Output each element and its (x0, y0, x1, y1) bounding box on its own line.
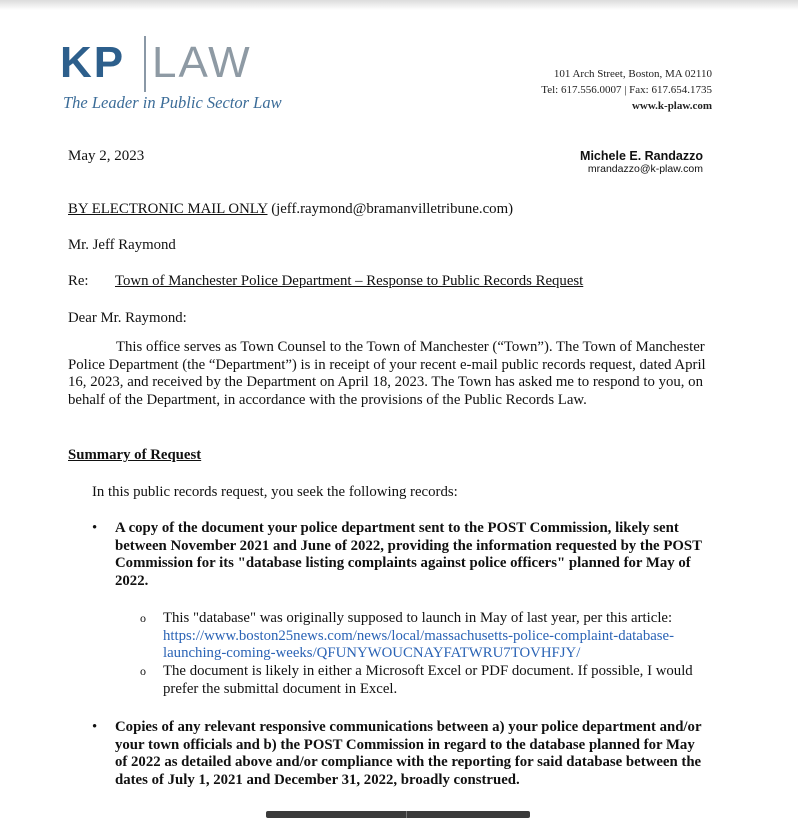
request-bullet-1 (92, 520, 702, 590)
summary-intro: In this public records request, you seek the following records: (92, 484, 458, 500)
street-address: 101 Arch Street, Boston, MA 02110 (553, 68, 712, 80)
re-label: Re: (68, 273, 89, 289)
circle-bullet-icon: o (140, 611, 146, 625)
logo-kp-text: KP (60, 38, 126, 87)
delivery-method: BY ELECTRONIC MAIL ONLY (68, 201, 268, 217)
logo-tagline: The Leader in Public Sector Law (63, 93, 282, 112)
recipient-name: Mr. Jeff Raymond (68, 237, 176, 253)
article-link[interactable]: https://www.boston25news.com/news/local/massachusetts-police-complaint-database-launching-coming-weeks/QFUNYWOUCNAYFATWRU7TOVHFJY/ (163, 627, 675, 662)
bullet-icon: • (92, 719, 98, 735)
sender-block (580, 149, 703, 175)
circle-bullet-icon: o (140, 664, 146, 678)
toolbar-divider (406, 811, 407, 818)
re-subject: Town of Manchester Police Department – Response to Public Records Request (115, 273, 584, 289)
sub-bullet-1-text: This "database" was originally supposed to launch in May of last year, per this article: (163, 610, 673, 626)
sender-email[interactable]: mrandazzo@k-plaw.com (587, 163, 703, 175)
sub-bullet-1 (140, 610, 700, 663)
phone-fax: Tel: 617.556.0007 | Fax: 617.654.1735 (541, 84, 712, 96)
sender-name: Michele E. Randazzo (580, 149, 703, 163)
bullet-2-text: Copies of any relevant responsive communications between a) your police department and/or your town officials and b) the POST Commission in regard to the database planned for May of 2022 as detailed above and/or compliance with the reporting for said database between the dates of July 1, 2021 and December 31, 2022, broadly construed. (115, 719, 702, 788)
website-link[interactable]: www.k-plaw.com (631, 100, 712, 112)
summary-heading (68, 447, 201, 464)
sub-bullet-2-text: The document is likely in either a Microsoft Excel or PDF document. If possible, I would prefer the submittal document in Excel. (163, 663, 693, 697)
logo-law-text: LAW (152, 38, 252, 87)
summary-heading-text: Summary of Request (68, 447, 202, 463)
viewer-top-shadow (0, 0, 798, 10)
bullet-1-text: A copy of the document your police department sent to the POST Commission, likely sent between November 2021 and June of 2022, providing the information requested by the POST Commission for its "database listing complaints against police officers" planned for May of 2022. (115, 520, 702, 589)
letterhead-address-block (541, 66, 712, 114)
letter-date: May 2, 2023 (68, 148, 145, 164)
salutation: Dear Mr. Raymond: (68, 310, 187, 326)
logo-divider (144, 36, 146, 92)
re-line (68, 273, 584, 290)
delivery-line (68, 201, 513, 218)
sub-bullet-2 (140, 663, 700, 698)
request-bullet-2 (92, 719, 702, 789)
recipient-email[interactable]: (jeff.raymond@bramanvilletribune.com) (267, 201, 513, 217)
bullet-icon: • (92, 520, 98, 536)
intro-paragraph: This office serves as Town Counsel to the Town of Manchester (“Town”). The Town of Manchester Police Department (the “Department”) is in receipt of your recent e-mail public records request, dated April 16, 2023, and received by the Department on April 18, 2023. The Town has asked me to respond to you, on behalf of the Department, in accordance with the provisions of the Public Records Law. (68, 339, 706, 408)
viewer-page-toolbar[interactable] (266, 811, 530, 818)
